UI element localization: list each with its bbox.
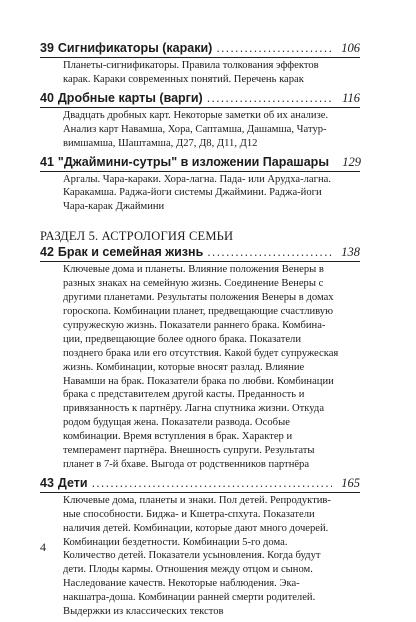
description-line: гороскопа. Комбинации планет, предвещающие счастливую [63,305,333,317]
chapter-number: 42 [40,245,54,260]
page-number: 4 [40,540,46,554]
description-line: планет в 7-й бхаве. Выгода от родственников партнёра [63,458,310,470]
chapter-page: 106 [341,41,360,55]
description-line: Каракамша. Раджа-йоги системы Джаймини. Раджа-йоги [63,187,322,199]
toc-entry-heading[interactable] [40,475,360,493]
description-line: брака с представителем другой касты. Преданность и [63,389,305,401]
dot-leader [207,244,332,260]
toc-entry [40,90,360,151]
toc-entry [40,154,360,215]
description-line: накшатра-доша. Комбинации ранней смерти родителей. [63,592,316,604]
description-line: темперамент партнёра. Внешность супруги. Результаты [63,445,315,457]
toc-entry-heading[interactable] [40,40,360,58]
chapter-number: 43 [40,475,54,490]
description-line: Количество детей. Показатели усыновления. Когда будут [63,550,321,562]
toc-entries-bottom [40,244,360,619]
chapter-description [40,109,360,151]
description-line: Наследование качеств. Некоторые наблюдения. Эка- [63,578,300,590]
description-line: другими планетами. Результаты положения Венеры в домах [63,292,334,304]
description-line: ные способности. Биджа- и Кшетра-спхута. Показатели [63,508,315,520]
dot-leader [207,90,332,106]
chapter-number: 40 [40,90,54,105]
chapter-title: Сигнификаторы (караки) [57,41,213,55]
chapter-number: 39 [40,41,54,55]
chapter-title: "Джаймини-сутры" в изложении Парашары [57,154,329,169]
toc-entry-heading[interactable] [40,90,360,108]
chapter-title: Дробные карты (варги) [57,90,203,105]
toc-entries-top [40,40,360,214]
description-line: комбинации. Время вступления в брак. Характер и [63,431,293,443]
description-line: дети. Плоды кармы. Отношения между отцом и сыном. [63,564,313,576]
chapter-description [40,494,360,619]
chapter-page: 165 [341,475,360,490]
description-line: привязанность к партнёру. Лагна спутника жизни. Откуда [63,403,325,415]
description-line: родом будущая жена. Показатели развода. Особые [63,417,290,429]
description-line: карак. Караки современных понятий. Перечень карак [63,73,304,85]
section-heading: РАЗДЕЛ 5. АСТРОЛОГИЯ СЕМЬИ [40,229,234,244]
description-line: вимшамша, Шаштамша, Д27, Д8, Д11, Д12 [63,137,258,149]
chapter-page: 116 [342,90,360,105]
dot-leader [216,40,332,56]
toc-entry-heading[interactable] [40,244,360,262]
chapter-description [40,173,360,215]
description-line: супружескую жизнь. Показатели раннего брака. Комбина- [63,319,326,331]
description-line: Выдержки из классических текстов [63,606,224,618]
description-line: Двадцать дробных карт. Некоторые заметки об их анализе. [63,109,329,121]
description-line: Аргалы. Чара-караки. Хора-лагна. Пада- или Арудха-лагна. [63,173,331,185]
chapter-number: 41 [40,154,54,169]
description-line: ции, предвещающие более одного брака. Показатели [63,333,301,345]
description-line: Планеты-сигнификаторы. Правила толкования эффектов [63,60,319,71]
description-line: разных знаках на семейную жизнь. Соединение Венеры с [63,278,324,290]
chapter-description [40,59,360,87]
chapter-title: Брак и семейная жизнь [57,245,204,260]
chapter-title: Дети [57,475,88,490]
toc-entry [40,40,360,87]
toc-entry [40,475,360,619]
chapter-page: 129 [342,154,361,169]
chapter-page: 138 [341,245,360,260]
toc-entry-heading[interactable] [40,154,360,172]
chapter-description [40,263,360,472]
dot-leader [92,475,332,491]
toc-entry [40,244,360,472]
description-line: Комбинации бездетности. Комбинации 5-го дома. [63,536,288,548]
description-line: Навамши на брак. Показатели брака по любви. Комбинации [63,375,334,387]
description-line: Ключевые дома и планеты. Влияние положения Венеры в [63,264,324,276]
description-line: Анализ карт Навамша, Хора, Саптамша, Дашамша, Чатур- [63,123,327,135]
toc-page [40,40,360,622]
description-line: Чара-карак Джаймини [63,201,165,213]
description-line: Ключевые дома, планеты и знаки. Пол детей. Репродуктив- [63,494,331,506]
description-line: жизнь. Комбинации, которые вносят разлад. Влияние [63,361,305,373]
description-line: наличия детей. Комбинации, которые дают много дочерей. [63,522,329,534]
description-line: позднего брака или его отсутствия. Какой будет супружеская [63,347,339,359]
